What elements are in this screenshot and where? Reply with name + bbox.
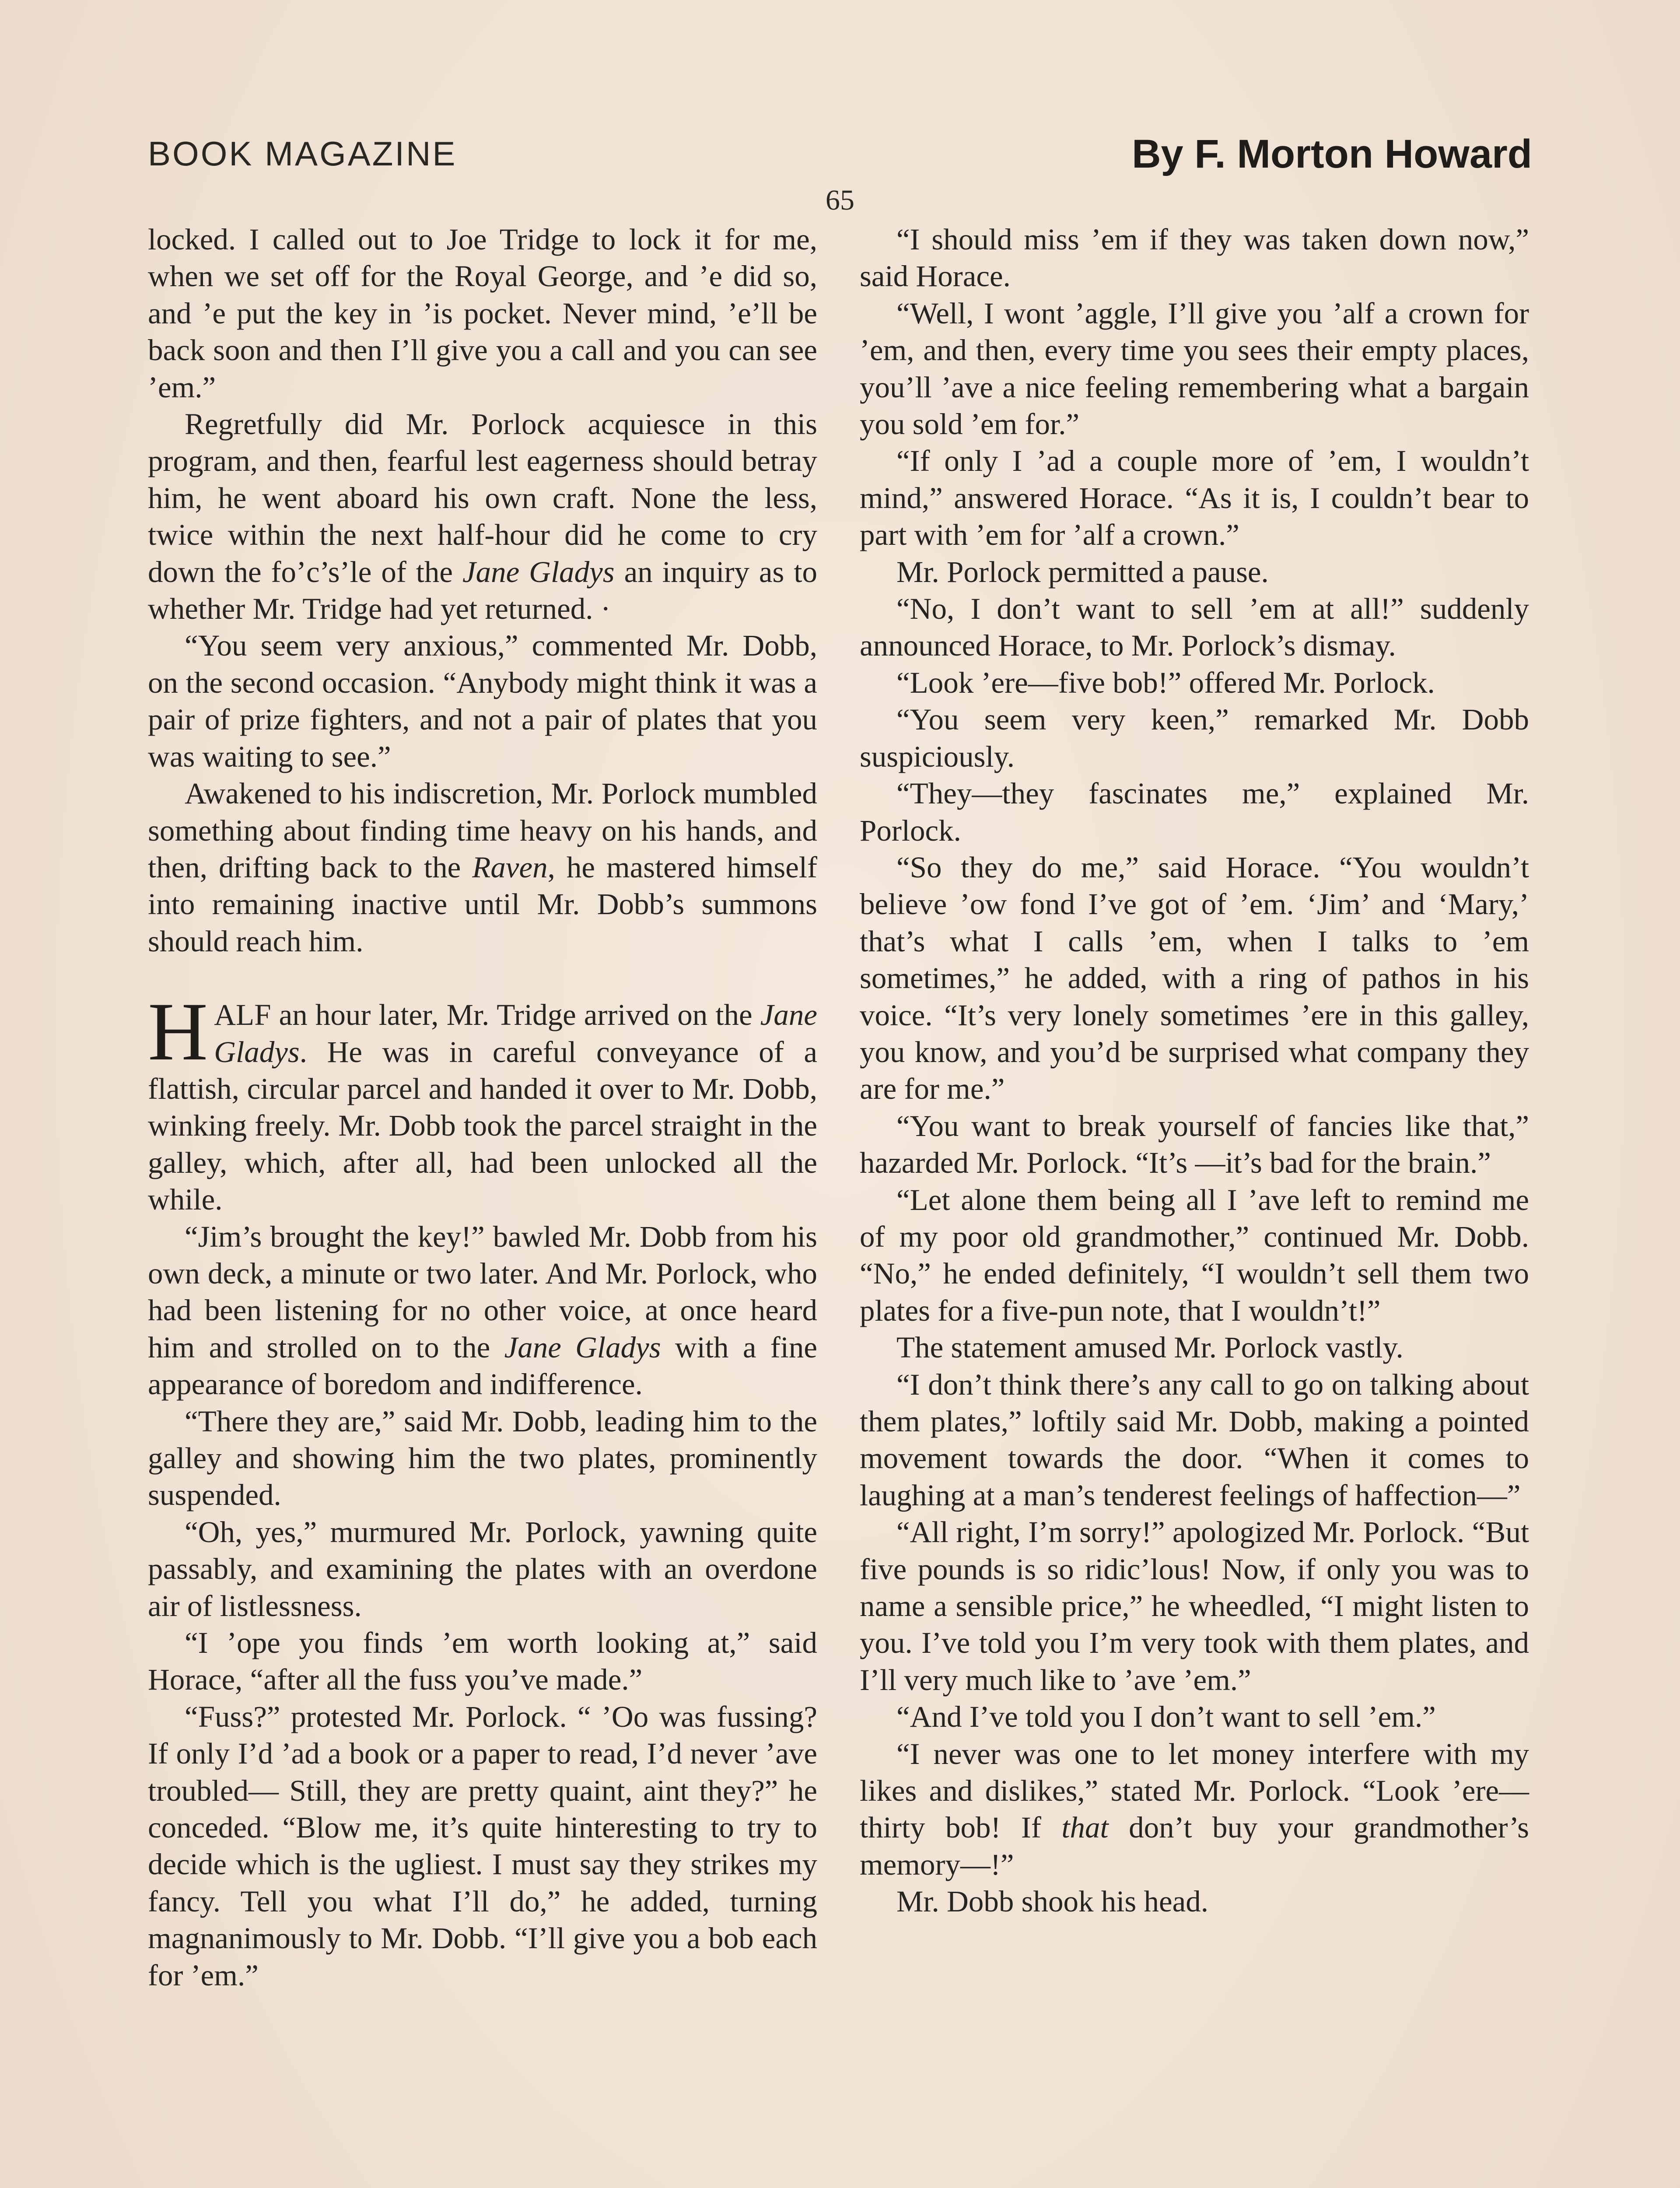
paragraph: “Let alone them being all I ’ave left to remind me of my poor old grandmother,” continued Mr. Dobb. “No,” he ended definitely, “I wouldn’t sell them two plates for a five-pun note, that I wouldn’t!” <box>860 1183 1529 1327</box>
paragraph: “Look ’ere—five bob!” offered Mr. Porlock. <box>896 666 1435 699</box>
paragraph: Awakened to his indiscretion, Mr. Porlock mumbled something about finding time heavy on his hands, and then, drifting back to the Raven, he mastered himself into remaining inactive until Mr. Dobb’s summons should reach him. <box>148 777 818 958</box>
author-byline: By F. Morton Howard <box>1132 132 1532 176</box>
paragraph: “All right, I’m sorry!” apologized Mr. Porlock. “But five pounds is so ridic’lous! Now, if only you was to name a sensible price,” he wheedled, “I might listen to you. I’ve told you I’m very took with them plates, and I’ll very much like to ’ave ’em.” <box>860 1515 1529 1697</box>
paragraph: “Fuss?” protested Mr. Porlock. “ ’Oo was fussing? If only I’d ’ad a book or a paper to read, I’d never ’ave troubled— Still, they are pretty quaint, aint they?” he conceded. “Blow me, it’s quite hinteresting to try to decide which is the ugliest. I must say they strikes my fancy. Tell you what I’ll do,” he added, turning magnanimously to Mr. Dobb. “I’ll give you a bob each for ’em.” <box>148 1700 817 1992</box>
paragraph: “Well, I wont ’aggle, I’ll give you ’alf a crown for ’em, and then, every time you sees their empty places, you’ll ’ave a nice feeling remembering what a bargain you sold ’em for.” <box>860 296 1529 441</box>
section-opening-text: ALF an hour later, Mr. Tridge arrived on the Jane Gladys. He was in careful conveyance of a flattish, circular parcel and handed it over to Mr. Dobb, winking freely. Mr. Dobb took the parcel straight in the galley, which, after all, had been unlocked all the while. <box>148 998 817 1217</box>
paragraph: “I never was one to let money interfere with my likes and dislikes,” stated Mr. Porlock. “Look ’ere—thirty bob! If that don’t buy your grandmother’s memory—!” <box>860 1737 1530 1881</box>
right-paragraphs <box>860 221 1529 1920</box>
left-paragraphs <box>148 221 817 960</box>
paragraph: “I should miss ’em if they was taken down now,” said Horace. <box>860 223 1529 293</box>
running-header <box>148 131 1532 179</box>
paragraph: Mr. Porlock permitted a pause. <box>896 555 1269 589</box>
paragraph: “Oh, yes,” murmured Mr. Porlock, yawning quite passably, and examining the plates with an overdone air of listlessness. <box>148 1515 817 1623</box>
paragraph: The statement amused Mr. Porlock vastly. <box>896 1331 1404 1364</box>
section-opening-paragraph <box>148 986 817 1218</box>
paragraph: “And I’ve told you I don’t want to sell ’em.” <box>896 1700 1436 1734</box>
paragraph: “Jim’s brought the key!” bawled Mr. Dobb from his own deck, a minute or two later. And Mr. Porlock, who had been listening for no other voice, at once heard him and strolled on to the Jane Gladys with a fine appearance of boredom and indifference. <box>148 1220 817 1401</box>
paragraph: locked. I called out to Joe Tridge to lock it for me, when we set off for the Royal George, and ’e did so, and ’e put the key in ’is pocket. Never mind, ’e’ll be back soon and then I’ll give you a call and you can see ’em.” <box>148 223 817 404</box>
paragraph: “So they do me,” said Horace. “You wouldn’t believe ’ow fond I’ve got of ’em. ‘Jim’ and ‘Mary,’ that’s what I calls ’em, when I talks to ’em sometimes,” he added, with a ring of pathos in his voice. “It’s very lonely sometimes ’ere in this galley, you know, and you’d be surprised what company they are for me.” <box>860 850 1529 1106</box>
paragraph: “You seem very anxious,” commented Mr. Dobb, on the second occasion. “Anybody might think it was a pair of prize fighters, and not a pair of plates that you was waiting to see.” <box>148 629 817 773</box>
paragraph: “They—they fascinates me,” explained Mr. Porlock. <box>860 777 1529 847</box>
paragraph: Mr. Dobb shook his head. <box>896 1885 1208 1918</box>
paragraph: “I don’t think there’s any call to go on talking about them plates,” loftily said Mr. Dobb, making a pointed movement towards the door. “When it comes to laughing at a man’s tenderest feelings of haffection—” <box>860 1368 1529 1512</box>
section-paragraphs <box>148 1218 817 1994</box>
left-column <box>148 221 817 1994</box>
paragraph: “No, I don’t want to sell ’em at all!” suddenly announced Horace, to Mr. Porlock’s dismay. <box>860 592 1529 663</box>
right-column <box>860 221 1529 1920</box>
paragraph: “I ’ope you finds ’em worth looking at,” said Horace, “after all the fuss you’ve made.” <box>148 1626 817 1697</box>
paragraph: “If only I ’ad a couple more of ’em, I wouldn’t mind,” answered Horace. “As it is, I couldn’t bear to part with ’em for ’alf a crown.” <box>860 444 1529 552</box>
paragraph: “You want to break yourself of fancies like that,” hazarded Mr. Porlock. “It’s —it’s bad for the brain.” <box>860 1109 1529 1180</box>
paragraph: “You seem very keen,” remarked Mr. Dobb suspiciously. <box>860 703 1529 773</box>
paragraph: Regretfully did Mr. Porlock acquiesce in this program, and then, fearful lest eagerness should betray him, he went aboard his own craft. None the less, twice within the next half-hour did he come to cry down the fo’c’s’le of the Jane Gladys an inquiry as to whether Mr. Tridge had yet returned. · <box>148 407 818 626</box>
drop-cap: H <box>148 986 208 1078</box>
page-number: 65 <box>826 184 854 216</box>
magazine-name: BOOK MAGAZINE <box>148 134 457 173</box>
paragraph: “There they are,” said Mr. Dobb, leading him to the galley and showing him the two plates, prominently suspended. <box>148 1404 817 1512</box>
